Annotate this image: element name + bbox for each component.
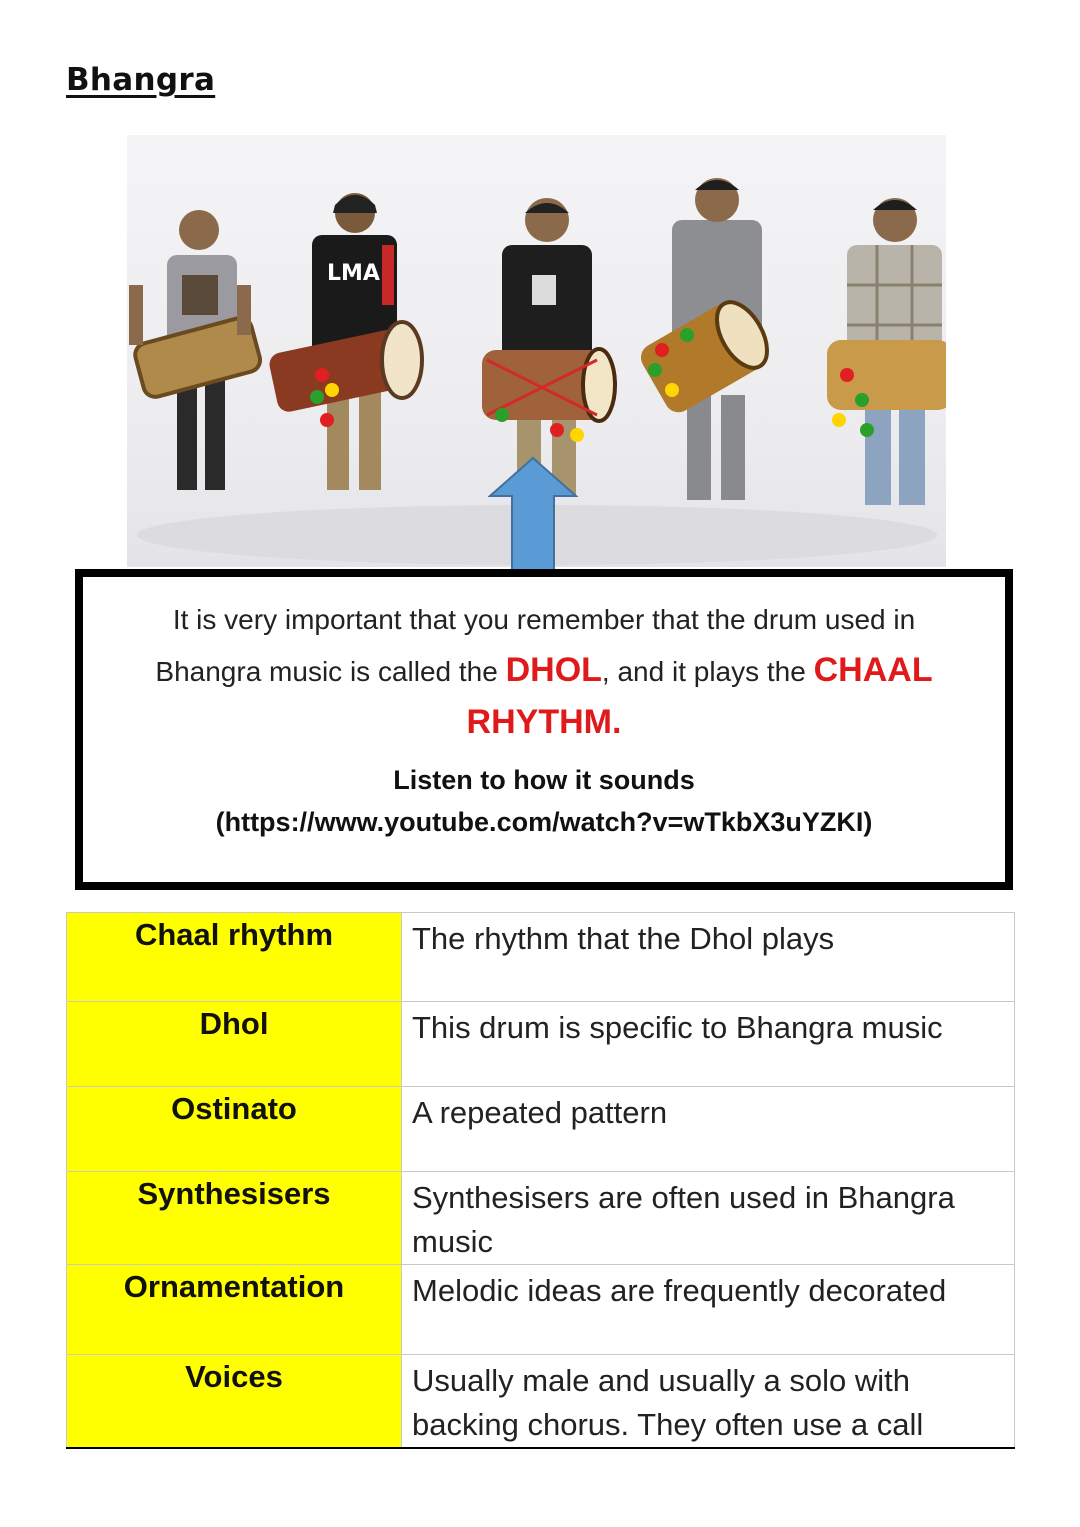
definition-cell: A repeated pattern — [402, 1087, 1015, 1172]
listen-block — [83, 759, 1005, 843]
callout-text-2: , and it plays the — [601, 656, 814, 687]
chaal-rhythm-highlight: CHAAL RHYTHM. — [466, 651, 933, 741]
term-cell: Voices — [67, 1355, 402, 1449]
definition-cell: The rhythm that the Dhol plays — [402, 913, 1015, 1002]
term-cell: Ornamentation — [67, 1265, 402, 1355]
definition-cell: Usually male and usually a solo with backing chorus. They often use a call — [402, 1355, 1015, 1449]
term-cell: Ostinato — [67, 1087, 402, 1172]
glossary-table — [66, 912, 1015, 1449]
page-title: Bhangra — [66, 62, 216, 98]
term-cell: Chaal rhythm — [67, 913, 402, 1002]
key-info-callout — [75, 569, 1013, 890]
callout-paragraph — [83, 595, 1005, 749]
table-row — [67, 1087, 1015, 1172]
table-row — [67, 913, 1015, 1002]
table-row — [67, 1172, 1015, 1265]
drummer-1 — [129, 210, 263, 490]
drummer-2 — [267, 193, 422, 490]
callout-text-1: It is very important that you remember that the drum used in Bhangra music is called the — [155, 604, 916, 687]
dhol-highlight: DHOL — [505, 651, 602, 689]
definition-cell: This drum is specific to Bhangra music — [402, 1002, 1015, 1087]
drummer-4 — [636, 178, 777, 500]
term-cell: Dhol — [67, 1002, 402, 1087]
table-row — [67, 1265, 1015, 1355]
shirt-lettering: LMA — [327, 261, 380, 286]
table-row — [67, 1002, 1015, 1087]
listen-label: Listen to how it sounds — [393, 765, 695, 795]
definition-cell: Melodic ideas are frequently decorated — [402, 1265, 1015, 1355]
drummer-5 — [827, 198, 946, 505]
up-arrow-icon — [488, 456, 578, 572]
table-row — [67, 1355, 1015, 1449]
definition-cell: Synthesisers are often used in Bhangra music — [402, 1172, 1015, 1265]
youtube-link[interactable]: (https://www.youtube.com/watch?v=wTkbX3uYZKI) — [215, 807, 873, 837]
term-cell: Synthesisers — [67, 1172, 402, 1265]
drummer-3 — [482, 198, 615, 495]
